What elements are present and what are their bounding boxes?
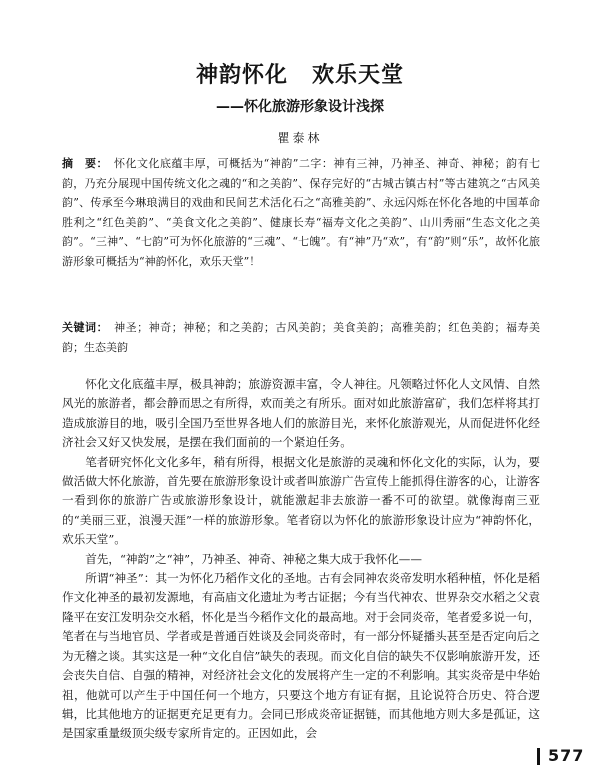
title-part-2: 欢乐天堂 xyxy=(312,63,405,88)
keywords xyxy=(62,318,540,357)
body-paragraph: 笔者研究怀化文化多年，稍有所得，根据文化是旅游的灵魂和怀化文化的实际，认为，要做活做大怀化旅游，首先要在旅游形象设计或者叫旅游广告宣传上能抓得住游客的心，让游客一看到你的旅游广告或旅游形象设计，就能激起非去旅游一番不可的欲望。就像海南三亚的“美丽三亚，浪漫天涯”一样的旅游形象。笔者窃以为怀化的旅游形象设计应为“神韵怀化，欢乐天堂”。 xyxy=(62,454,540,547)
article-body xyxy=(62,375,540,744)
title-part-1: 神韵怀化 xyxy=(195,63,288,88)
article-title xyxy=(0,58,600,89)
abstract-text: 怀化文化底蕴丰厚，可概括为“神韵”二字：神有三神，乃神圣、神奇、神秘；韵有七韵，乃充分展现中国传统文化之魂的“和之美韵”、保存完好的“古城古镇古村”等古建筑之“古风美韵”、传承至今琳琅满目的戏曲和民间艺术活化石之“高雅美韵”、永远闪烁在怀化各地的中国革命胜利之“红色美韵”、“美食文化之美韵”、健康长寿“福寿文化之美韵”、山川秀丽“生态文化之美韵”。“三神”、“七韵”可为怀化旅游的“三魂”、“七魄”。有“神”乃“欢”，有“韵”则“乐”，故怀化旅游形象可概括为“神韵怀化，欢乐天堂”！ xyxy=(62,157,541,268)
keywords-text: 神圣；神奇；神秘；和之美韵；古风美韵；美食美韵；高雅美韵；红色美韵；福寿美韵；生态美韵 xyxy=(62,321,541,354)
page-number-marker xyxy=(537,748,540,765)
abstract xyxy=(62,154,540,271)
article-subtitle: ——怀化旅游形象设计浅探 xyxy=(216,99,384,115)
abstract-label: 摘 要： xyxy=(62,157,109,170)
author-name: 瞿泰林 xyxy=(277,131,323,145)
body-paragraph: 首先，“神韵”之“神”，乃神圣、神奇、神秘之集大成于我怀化—— xyxy=(85,551,422,566)
keywords-label: 关键词： xyxy=(62,321,109,334)
body-paragraph: 所谓“神圣”：其一为怀化乃稻作文化的圣地。古有会同神农炎帝发明水稻种植，怀化是稻作文化神圣的最初发源地，有高庙文化遗址为考古证据；今有当代神农、世界杂交水稻之父袁隆平在安江发明杂交水稻，怀化是当今稻作文化的最高地。对于会同炎帝，笔者爱多说一句，笔者在与当地官员、学者或是普通百姓谈及会同炎帝时，有一部分怀疑播头甚至是否定向后之为无稽之谈。其实这是一种“文化自信”缺失的表现。而文化自信的缺失不仅影响旅游开发，还会丧失自信、自强的精神，对经济社会文化的发展将产生一定的不利影响。其实炎帝是中华始祖，他就可以产生于中国任何一个地方，只要这个地方有证有据，且论说符合历史、符合逻辑，比其他地方的证据更充足更有力。会同已形成炎帝证据链，而其他地方则大多是孤证，这是国家重量级顶尖级专家所肯定的。正因如此，会 xyxy=(62,571,540,741)
body-paragraph: 怀化文化底蕴丰厚，极具神韵；旅游资源丰富，令人神往。凡领略过怀化人文风情、自然风光的旅游者，都会静而思之有所得，欢而美之有所乐。面对如此旅游富矿，我们怎样将其打造成旅游目的地，吸引全国乃至世界各地人们的旅游目光，来怀化旅游观光，从而促进怀化经济社会又好又快发展，是摆在我们面前的一个紧迫任务。 xyxy=(62,377,540,450)
page-number: 577 xyxy=(548,746,585,765)
